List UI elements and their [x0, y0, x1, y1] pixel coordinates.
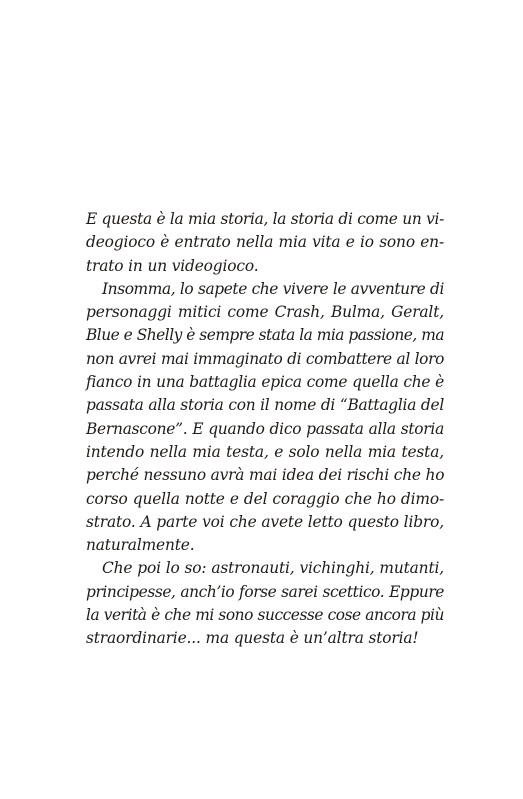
text-line: Bernascone”. E quando dico passata alla storia: [86, 419, 444, 438]
text-line: fianco in una battaglia epica come quella che è: [86, 373, 444, 392]
text-line: personaggi mitici come Crash, Bulma, Geralt,: [86, 303, 444, 322]
story-text: [86, 208, 444, 651]
text-line: passata alla storia con il nome di “Battaglia del: [86, 396, 444, 415]
text-line: la verità è che mi sono successe cose ancora più: [86, 606, 444, 625]
text-line: intendo nella mia testa, e solo nella mia testa,: [86, 442, 444, 461]
text-line: strato. A parte voi che avete letto questo libro,: [86, 512, 444, 531]
text-line: straordinarie... ma questa è un’altra storia!: [86, 629, 419, 648]
text-line: corso quella notte e del coraggio che ho dimo-: [86, 489, 444, 508]
text-line: E questa è la mia storia, la storia di come un vi-: [86, 210, 444, 228]
text-line: principesse, anch’io forse sarei scettico. Eppure: [86, 582, 444, 601]
text-line: trato in un videogioco.: [86, 256, 259, 275]
text-line: Blue e Shelly è sempre stata la mia passione, ma: [86, 326, 444, 345]
text-line: perché nessuno avrà mai idea dei rischi che ho: [86, 466, 445, 485]
text-line: naturalmente.: [86, 536, 195, 555]
text-line: non avrei mai immaginato di combattere al loro: [86, 349, 444, 368]
text-line: deogioco è entrato nella mia vita e io sono en-: [86, 233, 444, 252]
text-line: Insomma, lo sapete che vivere le avventure di: [102, 279, 444, 298]
text-line: Che poi lo so: astronauti, vichinghi, mutanti,: [102, 559, 444, 578]
